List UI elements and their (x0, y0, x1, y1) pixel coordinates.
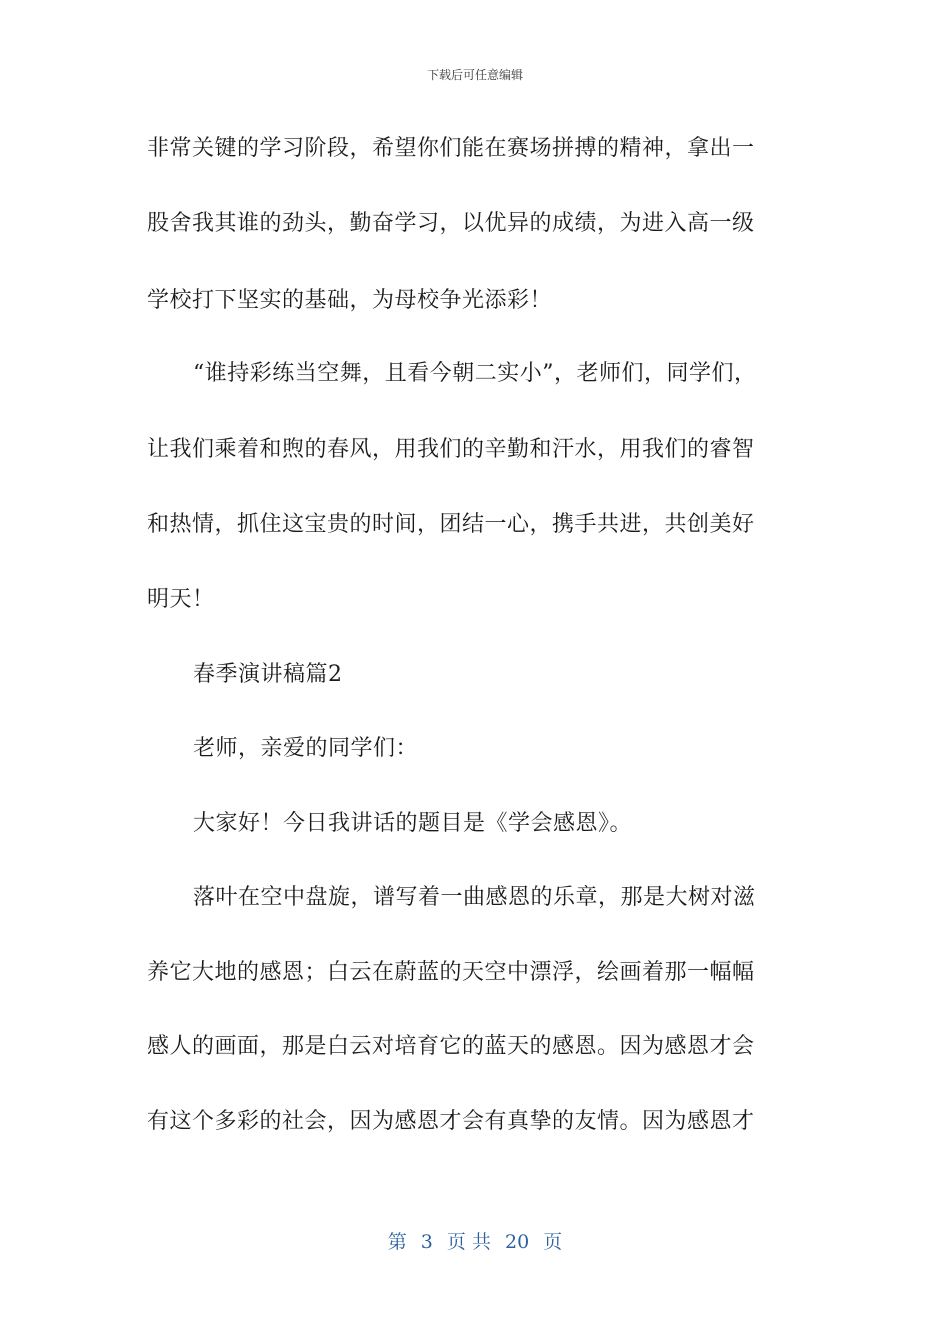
section-heading: 春季演讲稿篇2 (193, 662, 343, 687)
page-footer (0, 1227, 950, 1254)
body-line: 大家好！今日我讲话的题目是《学会感恩》。 (193, 811, 633, 836)
body-line: 学校打下坚实的基础，为母校争光添彩！ (147, 288, 553, 313)
total-pages-number: 20 (505, 1231, 530, 1253)
body-line: 感人的画面，那是白云对培育它的蓝天的感恩。因为感恩才会 (147, 1034, 755, 1059)
body-line: 股舍我其谁的劲头，勤奋学习，以优异的成绩，为进入高一级 (147, 211, 755, 236)
footer-suffix: 页 (543, 1231, 563, 1253)
body-line: “谁持彩练当空舞，且看今朝二实小”，老师们，同学们， (193, 361, 757, 386)
footer-prefix: 第 (387, 1231, 407, 1253)
body-line: 让我们乘着和煦的春风，用我们的辛勤和汗水，用我们的睿智 (147, 437, 755, 462)
body-line: 明天！ (147, 587, 215, 612)
body-line: 养它大地的感恩；白云在蔚蓝的天空中漂浮，绘画着那一幅幅 (147, 960, 755, 985)
footer-middle: 页 共 (446, 1231, 491, 1253)
header-note: 下载后可任意编辑 (426, 68, 523, 82)
body-line: 有这个多彩的社会，因为感恩才会有真挚的友情。因为感恩才 (147, 1109, 755, 1134)
salutation: 老师，亲爱的同学们： (193, 736, 419, 761)
body-line: 落叶在空中盘旋，谱写着一曲感恩的乐章，那是大树对滋 (193, 885, 756, 910)
body-line: 和热情，抓住这宝贵的时间，团结一心，携手共进，共创美好 (147, 512, 755, 537)
current-page-number: 3 (420, 1231, 433, 1253)
body-line: 非常关键的学习阶段，希望你们能在赛场拼搏的精神，拿出一 (147, 136, 755, 161)
